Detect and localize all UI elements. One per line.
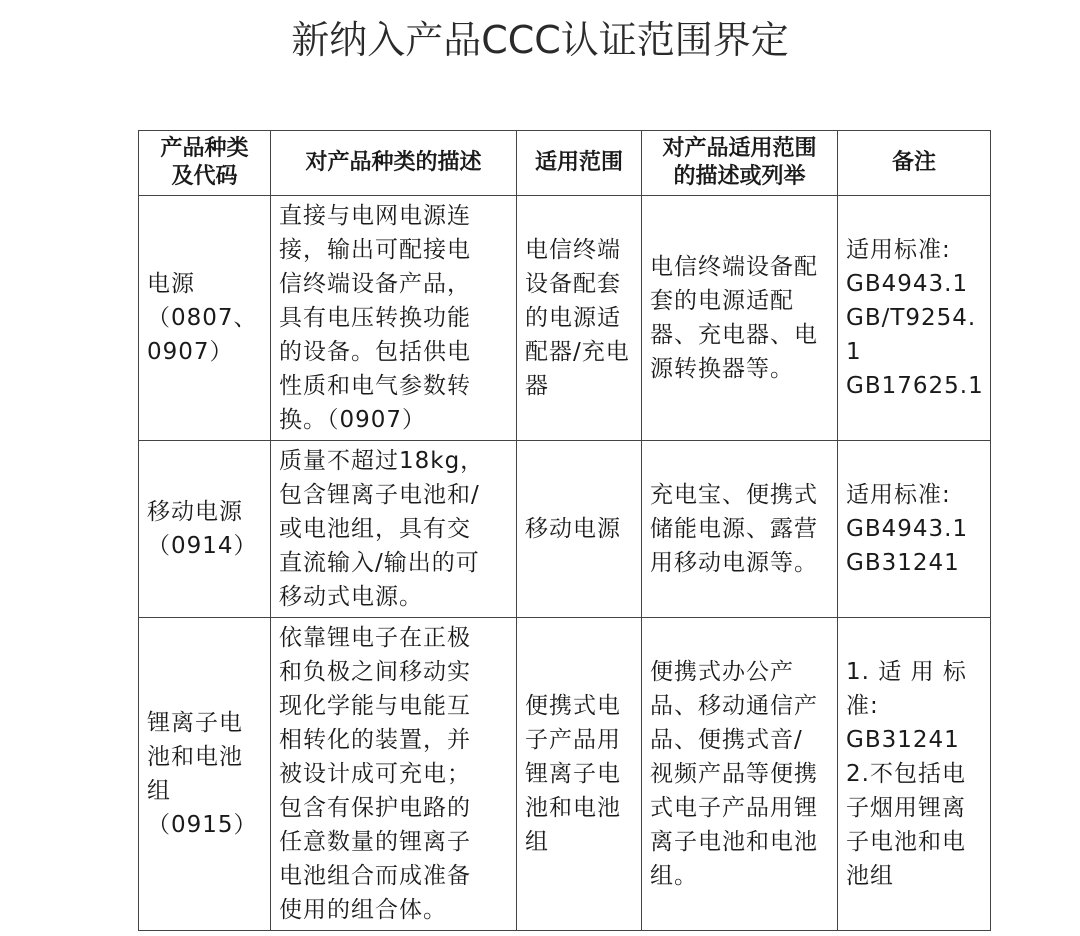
table-header-row — [139, 131, 991, 196]
cell-scope: 便携式电 子产品用 锂离子电 池和电池 组 — [517, 618, 642, 931]
cell-note: 适用标准: GB4943.1 GB/T9254. 1 GB17625.1 — [838, 196, 991, 441]
document-title: 新纳入产品CCC认证范围界定 — [291, 18, 789, 62]
cell-category: 移动电源 （0914） — [139, 441, 271, 618]
cell-description: 直接与电网电源连 接，输出可配接电 信终端设备产品， 具有电压转换功能 的设备。包括供电 性质和电气参数转 换。（0907） — [271, 196, 517, 441]
header-category: 产品种类 及代码 — [139, 131, 271, 196]
cell-category: 锂离子电 池和电池 组 （0915） — [139, 618, 271, 931]
cell-scope: 移动电源 — [517, 441, 642, 618]
cell-scope: 电信终端 设备配套 的电源适 配器/充电 器 — [517, 196, 642, 441]
cell-description: 依靠锂电子在正极 和负极之间移动实 现化学能与电能互 相转化的装置，并 被设计成可充电； 包含有保护电路的 任意数量的锂离子 电池组合而成准备 使用的组合体。 — [271, 618, 517, 931]
header-description: 对产品种类的描述 — [271, 131, 517, 196]
cell-scope-list: 充电宝、便携式 储能电源、露营 用移动电源等。 — [642, 441, 838, 618]
cell-note: 适用标准: GB4943.1 GB31241 — [838, 441, 991, 618]
ccc-scope-table — [138, 130, 991, 931]
cell-category: 电源 （0807、 0907） — [139, 196, 271, 441]
cell-note: 1. 适 用 标 准: GB31241 2.不包括电 子烟用锂离 子电池和电 池组 — [838, 618, 991, 931]
header-scope-list: 对产品适用范围 的描述或列举 — [642, 131, 838, 196]
header-scope: 适用范围 — [517, 131, 642, 196]
cell-description: 质量不超过18kg， 包含锂离子电池和/ 或电池组，具有交 直流输入/输出的可 移动式电源。 — [271, 441, 517, 618]
header-note: 备注 — [838, 131, 991, 196]
table-row — [139, 618, 991, 931]
cell-scope-list: 便携式办公产 品、移动通信产 品、便携式音/ 视频产品等便携 式电子产品用锂 离子电池和电池 组。 — [642, 618, 838, 931]
table-row — [139, 441, 991, 618]
table-row — [139, 196, 991, 441]
cell-scope-list: 电信终端设备配 套的电源适配 器、充电器、电 源转换器等。 — [642, 196, 838, 441]
